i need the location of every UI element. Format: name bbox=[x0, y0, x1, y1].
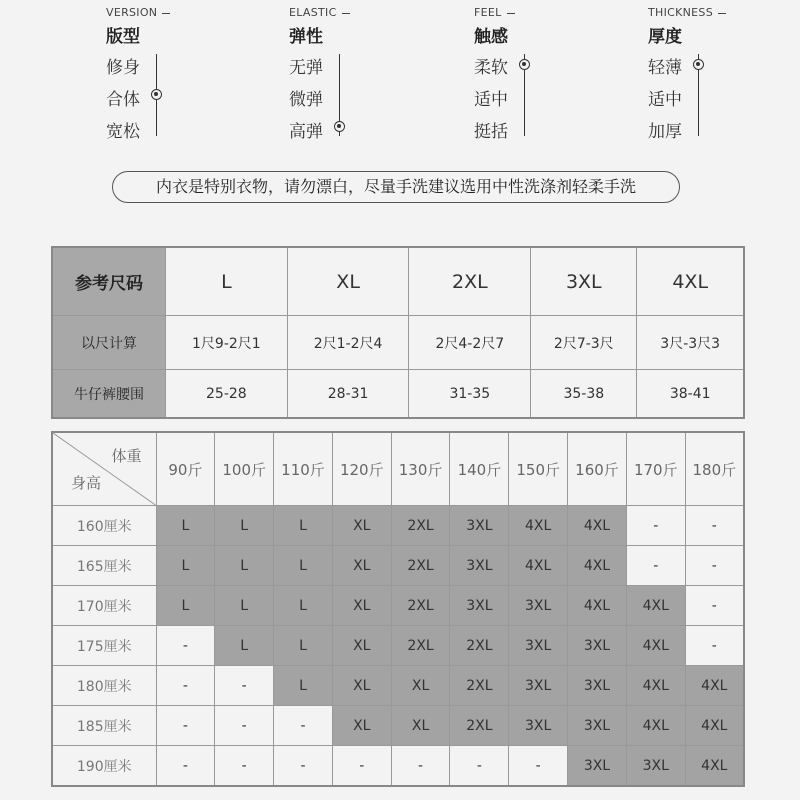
weight-header-cell: 130斤 bbox=[391, 432, 450, 506]
table-cell: 28-31 bbox=[287, 370, 409, 419]
size-reference-table bbox=[51, 246, 745, 419]
height-label: 165厘米 bbox=[52, 546, 156, 586]
selected-dot-icon bbox=[519, 59, 530, 70]
table-cell: 2尺4-2尺7 bbox=[409, 316, 531, 370]
size-cell: - bbox=[274, 706, 333, 746]
size-cell: - bbox=[274, 746, 333, 787]
height-label: 175厘米 bbox=[52, 626, 156, 666]
size-cell: L bbox=[274, 546, 333, 586]
attribute-en-label: THICKNESS bbox=[648, 6, 726, 19]
care-notice: 内衣是特别衣物，请勿漂白，尽量手洗建议选用中性洗涤剂轻柔手洗 bbox=[112, 171, 680, 203]
size-cell: XL bbox=[391, 706, 450, 746]
attribute-cn-label: 触感 bbox=[474, 27, 508, 47]
size-cell: 2XL bbox=[450, 706, 509, 746]
size-cell: - bbox=[391, 746, 450, 787]
size-cell: 4XL bbox=[568, 586, 627, 626]
corner-height-label: 身高 bbox=[71, 474, 102, 492]
size-cell: - bbox=[685, 506, 744, 546]
size-header-cell: XL bbox=[287, 247, 409, 316]
size-cell: 3XL bbox=[450, 506, 509, 546]
size-cell: 4XL bbox=[568, 506, 627, 546]
weight-header-cell: 180斤 bbox=[685, 432, 744, 506]
size-cell: XL bbox=[391, 666, 450, 706]
row-label: 牛仔裤腰围 bbox=[52, 370, 166, 419]
table-cell: 35-38 bbox=[531, 370, 637, 419]
size-cell: L bbox=[215, 506, 274, 546]
size-cell: - bbox=[685, 546, 744, 586]
table-cell: 1尺9-2尺1 bbox=[166, 316, 288, 370]
height-label: 170厘米 bbox=[52, 586, 156, 626]
size-cell: XL bbox=[332, 586, 391, 626]
size-cell: 3XL bbox=[568, 626, 627, 666]
option-label: 合体 bbox=[106, 90, 140, 110]
height-label: 185厘米 bbox=[52, 706, 156, 746]
table-cell: 31-35 bbox=[409, 370, 531, 419]
table-cell: 25-28 bbox=[166, 370, 288, 419]
option-label: 适中 bbox=[648, 90, 682, 110]
table-row bbox=[52, 546, 744, 586]
selected-dot-icon bbox=[693, 59, 704, 70]
height-label: 160厘米 bbox=[52, 506, 156, 546]
size-cell: L bbox=[215, 626, 274, 666]
size-cell: 2XL bbox=[450, 626, 509, 666]
table-row bbox=[52, 706, 744, 746]
option-label: 微弹 bbox=[289, 90, 323, 110]
size-cell: - bbox=[509, 746, 568, 787]
table-row bbox=[52, 666, 744, 706]
size-cell: 4XL bbox=[626, 706, 685, 746]
size-cell: - bbox=[156, 746, 215, 787]
table-row bbox=[52, 247, 744, 316]
weight-header-cell: 160斤 bbox=[568, 432, 627, 506]
size-cell: 4XL bbox=[685, 746, 744, 787]
table-row bbox=[52, 370, 744, 419]
option-label: 修身 bbox=[106, 58, 140, 78]
size-cell: - bbox=[626, 546, 685, 586]
weight-header-cell: 150斤 bbox=[509, 432, 568, 506]
size-cell: 3XL bbox=[568, 746, 627, 787]
option-label: 加厚 bbox=[648, 122, 682, 142]
size-cell: - bbox=[156, 706, 215, 746]
size-cell: - bbox=[685, 626, 744, 666]
size-cell: - bbox=[215, 746, 274, 787]
size-cell: 4XL bbox=[626, 626, 685, 666]
size-cell: 4XL bbox=[509, 546, 568, 586]
row-label: 以尺计算 bbox=[52, 316, 166, 370]
size-cell: 3XL bbox=[509, 706, 568, 746]
size-cell: L bbox=[156, 506, 215, 546]
size-header-cell: 4XL bbox=[637, 247, 744, 316]
size-cell: 3XL bbox=[450, 546, 509, 586]
size-cell: 2XL bbox=[450, 666, 509, 706]
selected-dot-icon bbox=[334, 121, 345, 132]
corner-weight-label: 体重 bbox=[111, 447, 142, 465]
size-cell: - bbox=[156, 626, 215, 666]
option-label: 高弹 bbox=[289, 122, 323, 142]
weight-header-cell: 100斤 bbox=[215, 432, 274, 506]
selected-dot-icon bbox=[151, 89, 162, 100]
size-cell: 2XL bbox=[391, 546, 450, 586]
size-cell: XL bbox=[332, 626, 391, 666]
weight-header-cell: 140斤 bbox=[450, 432, 509, 506]
attribute-en-label: VERSION bbox=[106, 6, 170, 19]
size-header-cell: 2XL bbox=[409, 247, 531, 316]
table-row bbox=[52, 626, 744, 666]
size-cell: - bbox=[215, 706, 274, 746]
size-cell: L bbox=[274, 666, 333, 706]
size-cell: L bbox=[215, 546, 274, 586]
option-label: 轻薄 bbox=[648, 58, 682, 78]
size-cell: 3XL bbox=[450, 586, 509, 626]
size-cell: 3XL bbox=[509, 666, 568, 706]
size-cell: 3XL bbox=[626, 746, 685, 787]
size-cell: XL bbox=[332, 666, 391, 706]
attribute-cn-label: 厚度 bbox=[648, 27, 682, 47]
size-cell: - bbox=[332, 746, 391, 787]
size-cell: 4XL bbox=[626, 666, 685, 706]
attribute-cn-label: 弹性 bbox=[289, 27, 323, 47]
size-header-cell: L bbox=[166, 247, 288, 316]
table-cell: 2尺1-2尺4 bbox=[287, 316, 409, 370]
size-cell: XL bbox=[332, 546, 391, 586]
table-row bbox=[52, 586, 744, 626]
size-cell: L bbox=[274, 506, 333, 546]
size-cell: 4XL bbox=[685, 706, 744, 746]
weight-header-cell: 170斤 bbox=[626, 432, 685, 506]
size-cell: L bbox=[274, 586, 333, 626]
weight-height-table bbox=[51, 431, 745, 787]
size-cell: - bbox=[626, 506, 685, 546]
size-cell: L bbox=[215, 586, 274, 626]
size-cell: - bbox=[685, 586, 744, 626]
option-label: 适中 bbox=[474, 90, 508, 110]
size-cell: - bbox=[156, 666, 215, 706]
option-label: 挺括 bbox=[474, 122, 508, 142]
size-cell: XL bbox=[332, 706, 391, 746]
size-cell: - bbox=[215, 666, 274, 706]
table-cell: 38-41 bbox=[637, 370, 744, 419]
size-cell: 2XL bbox=[391, 586, 450, 626]
corner-cell bbox=[52, 432, 156, 506]
attribute-cn-label: 版型 bbox=[106, 27, 140, 47]
diagonal-divider bbox=[53, 433, 156, 505]
weight-header-cell: 90斤 bbox=[156, 432, 215, 506]
height-label: 190厘米 bbox=[52, 746, 156, 787]
table-cell: 2尺7-3尺 bbox=[531, 316, 637, 370]
size-cell: L bbox=[156, 546, 215, 586]
option-label: 柔软 bbox=[474, 58, 508, 78]
size-cell: - bbox=[450, 746, 509, 787]
size-cell: 2XL bbox=[391, 626, 450, 666]
size-cell: 3XL bbox=[568, 706, 627, 746]
size-cell: L bbox=[156, 586, 215, 626]
table-cell: 3尺-3尺3 bbox=[637, 316, 744, 370]
attribute-en-label: FEEL bbox=[474, 6, 515, 19]
weight-header-cell: 120斤 bbox=[332, 432, 391, 506]
size-cell: L bbox=[274, 626, 333, 666]
attribute-en-label: ELASTIC bbox=[289, 6, 350, 19]
size-cell: 3XL bbox=[568, 666, 627, 706]
table-header-row bbox=[52, 432, 744, 506]
table-row bbox=[52, 746, 744, 787]
size-cell: 3XL bbox=[509, 626, 568, 666]
size-cell: 4XL bbox=[685, 666, 744, 706]
size-header-label: 参考尺码 bbox=[52, 247, 166, 316]
height-label: 180厘米 bbox=[52, 666, 156, 706]
table-row bbox=[52, 316, 744, 370]
size-cell: 4XL bbox=[626, 586, 685, 626]
size-cell: 2XL bbox=[391, 506, 450, 546]
table-row bbox=[52, 506, 744, 546]
size-cell: 4XL bbox=[509, 506, 568, 546]
option-label: 宽松 bbox=[106, 122, 140, 142]
weight-header-cell: 110斤 bbox=[274, 432, 333, 506]
size-cell: 4XL bbox=[568, 546, 627, 586]
size-cell: 3XL bbox=[509, 586, 568, 626]
size-cell: XL bbox=[332, 506, 391, 546]
option-label: 无弹 bbox=[289, 58, 323, 78]
size-header-cell: 3XL bbox=[531, 247, 637, 316]
